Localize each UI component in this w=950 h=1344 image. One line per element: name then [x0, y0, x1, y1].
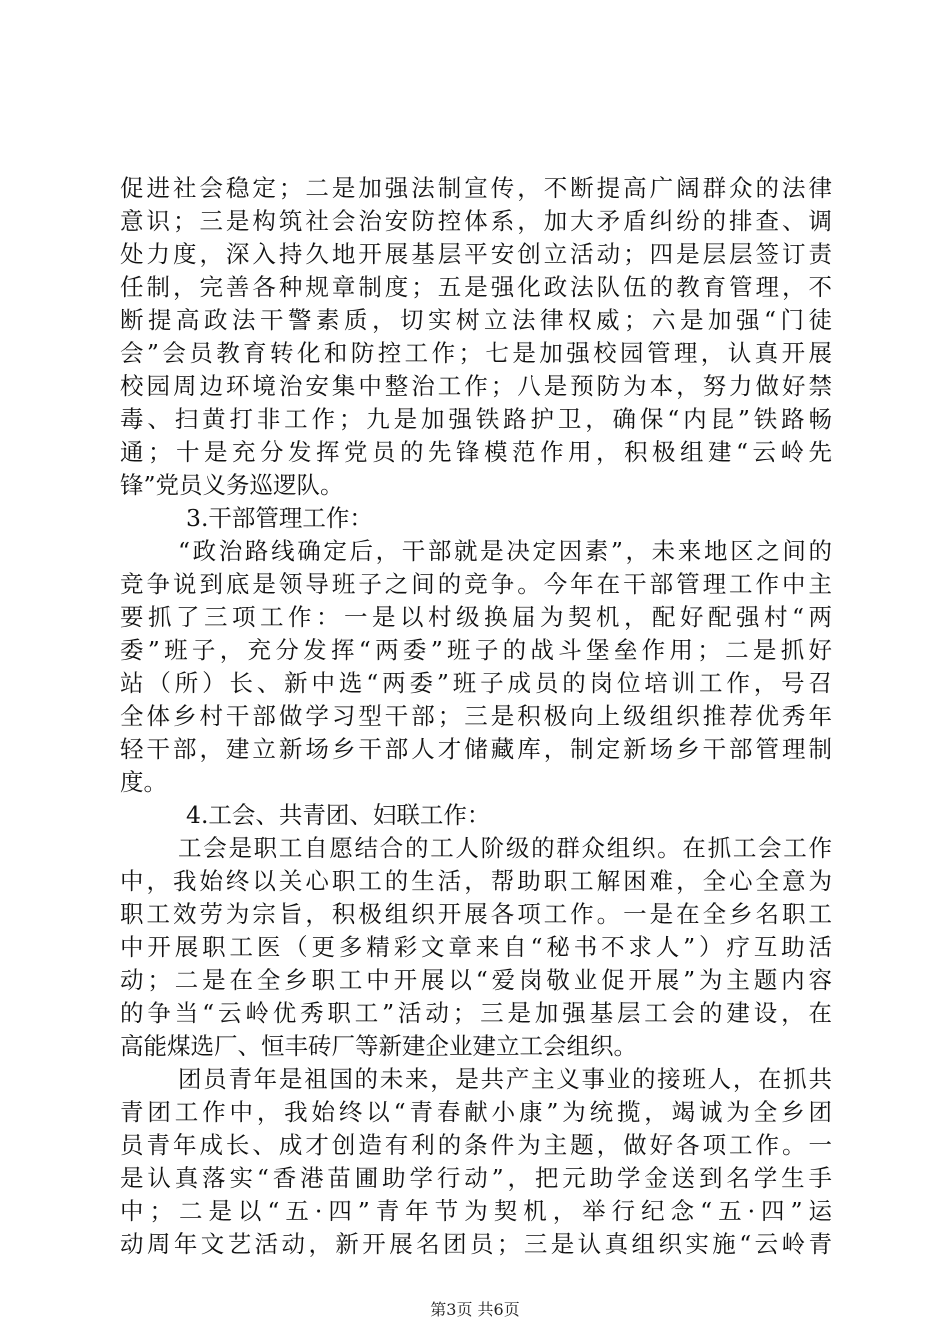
paragraph-first-line: 团员青年是祖国的未来，是共产主义事业的接班人，在抓共 [178, 1065, 832, 1093]
text-line: 处力度，深入持久地开展基层平安创立活动；四是层层签订责 [120, 240, 832, 268]
text-line: 中开展职工医（更多精彩文章来自“秘书不求人”）疗互助活 [120, 933, 832, 961]
page-number-footer: 第3页 共6页 [430, 1300, 520, 1319]
section-heading-union-youth-women: 4.工会、共青团、妇联工作： [186, 801, 491, 829]
text-line: 中；二是以“五·四”青年节为契机，举行纪念“五·四”运 [120, 1197, 832, 1225]
paragraph-first-line: 工会是职工自愿结合的工人阶级的群众组织。在抓工会工作 [178, 834, 832, 862]
text-line: 任制，完善各种规章制度；五是强化政法队伍的教育管理，不 [120, 273, 832, 301]
paragraph-first-line: “政治路线确定后，干部就是决定因素”，未来地区之间的 [178, 537, 832, 565]
text-line: 校园周边环境治安集中整治工作；八是预防为本，努力做好禁 [120, 372, 832, 400]
text-line: 会”会员教育转化和防控工作；七是加强校园管理，认真开展 [120, 339, 832, 367]
text-line: 高能煤选厂、恒丰砖厂等新建企业建立工会组织。 [120, 1032, 637, 1060]
text-line: 动周年文艺活动，新开展名团员；三是认真组织实施“云岭青 [120, 1230, 832, 1258]
text-line: 中，我始终以关心职工的生活，帮助职工解困难，全心全意为 [120, 867, 832, 895]
text-line: 轻干部，建立新场乡干部人才储藏库，制定新场乡干部管理制 [120, 735, 832, 763]
document-body [120, 172, 832, 1261]
text-line: 全体乡村干部做学习型干部；三是积极向上级组织推荐优秀年 [120, 702, 832, 730]
text-line: 促进社会稳定；二是加强法制宣传，不断提高广阔群众的法律 [120, 174, 832, 202]
text-line: 动；二是在全乡职工中开展以“爱岗敬业促开展”为主题内容 [120, 966, 832, 994]
text-line: 是认真落实“香港苗圃助学行动”，把元助学金送到名学生手 [120, 1164, 832, 1192]
text-line: 断提高政法干警素质，切实树立法律权威；六是加强“门徒 [120, 306, 832, 334]
text-line: 意识；三是构筑社会治安防控体系，加大矛盾纠纷的排查、调 [120, 207, 832, 235]
text-line: 的争当“云岭优秀职工”活动；三是加强基层工会的建设，在 [120, 999, 832, 1027]
text-line: 职工效劳为宗旨，积极组织开展各项工作。一是在全乡名职工 [120, 900, 832, 928]
text-line: 竞争说到底是领导班子之间的竞争。今年在干部管理工作中主 [120, 570, 832, 598]
text-line: 锋”党员义务巡逻队。 [120, 471, 344, 499]
text-line: 委”班子，充分发挥“两委”班子的战斗堡垒作用；二是抓好 [120, 636, 832, 664]
text-line: 毒、扫黄打非工作；九是加强铁路护卫，确保“内昆”铁路畅 [120, 405, 832, 433]
text-line: 员青年成长、成才创造有利的条件为主题，做好各项工作。一 [120, 1131, 832, 1159]
text-line: 站（所）长、新中选“两委”班子成员的岗位培训工作，号召 [120, 669, 832, 697]
text-line: 青团工作中，我始终以“青春献小康”为统揽，竭诚为全乡团 [120, 1098, 832, 1126]
section-heading-cadre-management: 3.干部管理工作： [186, 504, 373, 532]
text-line: 度。 [120, 768, 167, 796]
text-line: 要抓了三项工作：一是以村级换届为契机，配好配强村“两 [120, 603, 832, 631]
text-line: 通；十是充分发挥党员的先锋模范作用，积极组建“云岭先 [120, 438, 832, 466]
